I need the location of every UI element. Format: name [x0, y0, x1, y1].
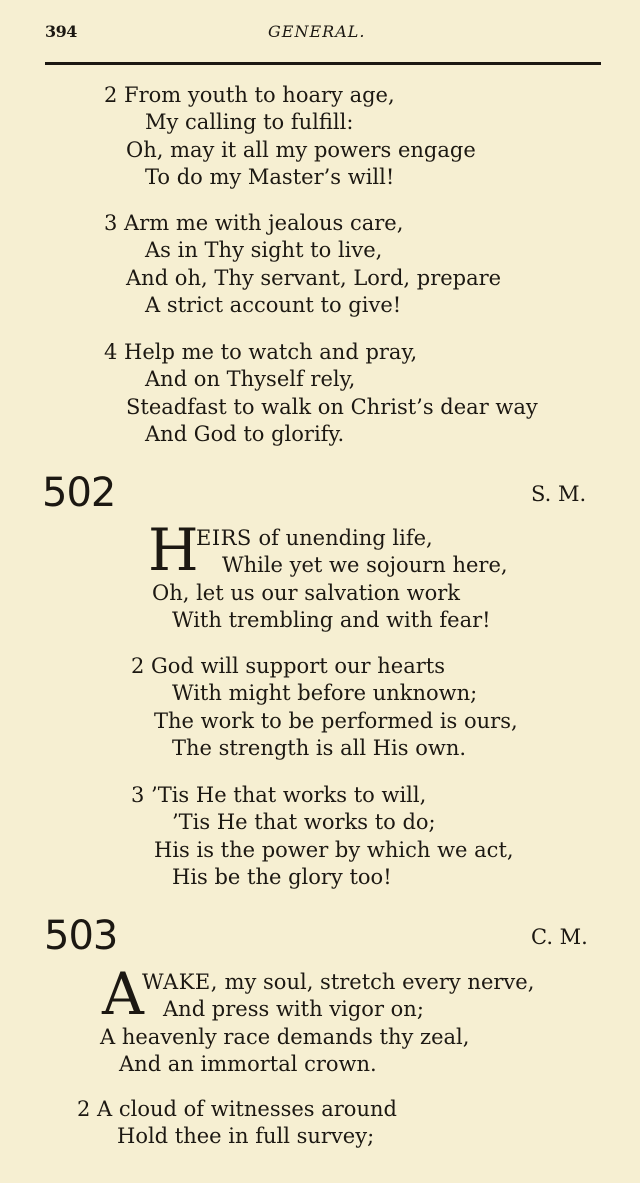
first-word-caps: WAKE, — [142, 970, 218, 994]
verse-line: Oh, let us our salvation work — [152, 581, 460, 605]
verse-line: And on Thyself rely, — [145, 367, 356, 391]
verse-line: And oh, Thy servant, Lord, prepare — [126, 266, 502, 290]
verse-line: A strict account to give! — [145, 293, 402, 317]
verse-line: And an immortal crown. — [119, 1052, 377, 1076]
hymn-meter: C. M. — [531, 925, 588, 949]
first-line-rest: my soul, stretch every nerve, — [217, 970, 535, 994]
verse-line — [196, 525, 433, 552]
first-word-caps: EIRS — [196, 526, 252, 550]
first-line-rest: of unending life, — [251, 526, 433, 550]
verse-line: As in Thy sight to live, — [145, 238, 383, 262]
verse-line: The strength is all His own. — [172, 736, 467, 760]
verse-line: A heavenly race demands thy zeal, — [100, 1025, 470, 1049]
verse-line: My calling to fulfill: — [145, 110, 354, 134]
verse-line: And press with vigor on; — [163, 997, 424, 1021]
verse-line: The work to be performed is ours, — [154, 709, 518, 733]
verse-line: Hold thee in full survey; — [117, 1124, 375, 1148]
verse-line: 2 God will support our hearts — [131, 654, 445, 678]
verse-line: 4 Help me to watch and pray, — [104, 340, 418, 364]
verse-line: While yet we sojourn here, — [222, 553, 508, 577]
verse-line: And God to glorify. — [145, 422, 345, 446]
hymn-number: 503 — [44, 913, 118, 959]
page-number: 394 — [45, 22, 77, 41]
verse-line: Steadfast to walk on Christ’s dear way — [126, 395, 538, 419]
verse-line: ’Tis He that works to do; — [172, 810, 436, 834]
hymn-meter: S. M. — [531, 482, 587, 506]
drop-cap: A — [102, 960, 144, 1028]
verse-line: 3 ’Tis He that works to will, — [131, 783, 427, 807]
verse-line: His is the power by which we act, — [154, 838, 514, 862]
hymn-number: 502 — [42, 470, 116, 516]
verse-line: To do my Master’s will! — [145, 165, 395, 189]
drop-cap: H — [148, 516, 199, 584]
verse-line: With trembling and with fear! — [172, 608, 491, 632]
verse-line: With might before unknown; — [172, 681, 478, 705]
header-rule — [45, 62, 601, 65]
verse-line: 3 Arm me with jealous care, — [104, 211, 404, 235]
page-header — [0, 20, 640, 48]
verse-line — [142, 969, 534, 996]
verse-line: 2 From youth to hoary age, — [104, 83, 395, 107]
verse-line: Oh, may it all my powers engage — [126, 138, 476, 162]
running-head: GENERAL. — [268, 22, 366, 41]
verse-line: 2 A cloud of witnesses around — [77, 1097, 397, 1121]
verse-line: His be the glory too! — [172, 865, 392, 889]
